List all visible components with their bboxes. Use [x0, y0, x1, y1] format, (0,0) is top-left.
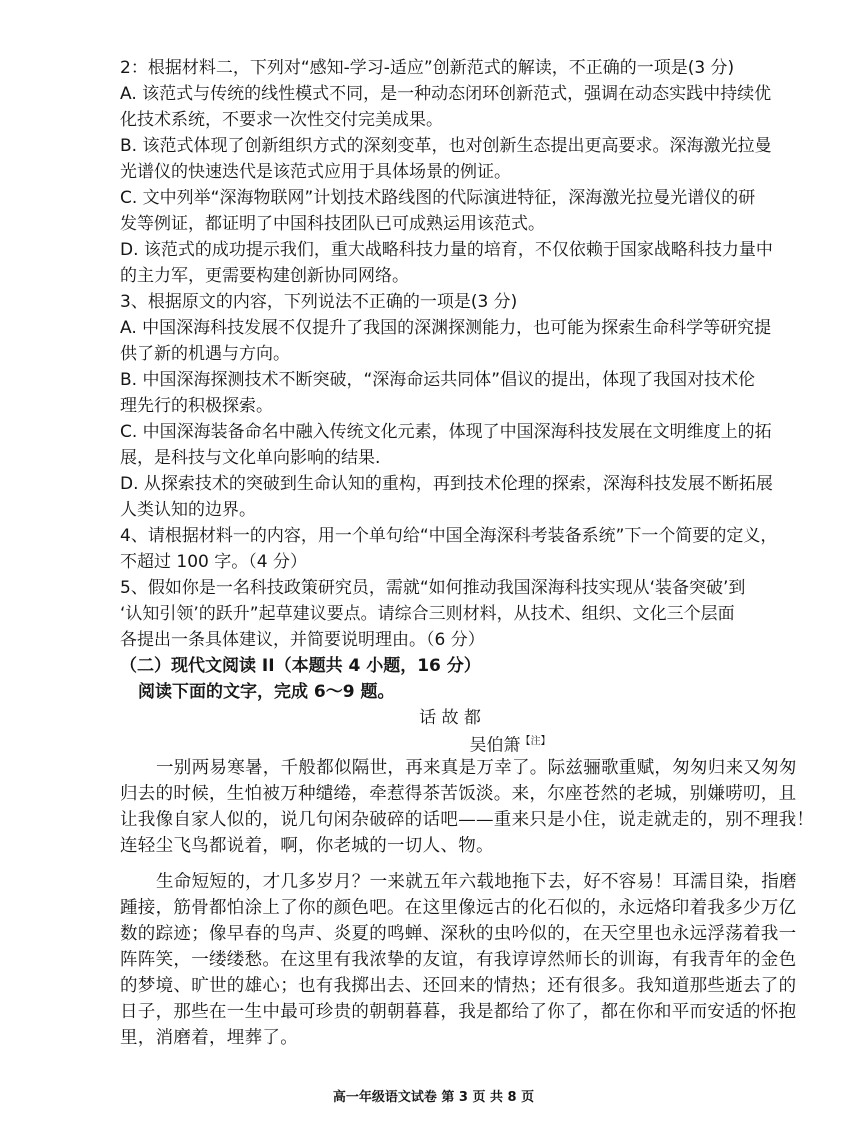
passage-para-2-line-5: 的梦境、旷世的雄心；也有我掷出去、还回来的情热；还有很多。我知道那些逝去了的: [120, 976, 797, 996]
q3-option-a: A. 中国深海科技发展不仅提升了我国的深渊探测能力，也可能为探索生命科学等研究提: [120, 318, 772, 338]
q4-stem: 4、请根据材料一的内容，用一个单句给“中国全海深科考装备系统”下一个简要的定义，: [120, 526, 778, 546]
passage-para-2-line-7: 里，消磨着，埋葬了。: [120, 1028, 298, 1048]
passage-para-1-line-2: 归去的时候，生怕被万种缱绻，牵惹得茶苦饭淡。来，尔座苍然的老城，别嫌唠叨，且: [120, 784, 797, 804]
passage-title: 话 故 都: [419, 708, 481, 728]
q5-stem-cont-1: ‘认知引领’的跃升”起草建议要点。请综合三则材料，从技术、组织、文化三个层面: [120, 604, 735, 624]
page-footer: 高一年级语文试卷 第 3 页 共 8 页: [332, 1090, 535, 1105]
q3-option-b: B. 中国深海探测技术不断突破，“深海命运共同体”倡议的提出，体现了我国对技术伦: [120, 370, 756, 390]
passage-para-2-line-3: 数的踪迹；像早春的鸟声、炎夏的鸣蝉、深秋的虫吟似的，在天空里也永远浮荡着我一: [120, 924, 797, 944]
passage-para-1-line-3: 让我像自家人似的，说几句闲杂破碎的话吧——重来只是小住，说走就走的，别不理我！: [120, 810, 815, 830]
passage-author: [180, 730, 840, 758]
q3-option-c-cont: 展，是科技与文化单向影响的结果.: [120, 448, 381, 468]
q2-option-d-cont: 的主力军，更需要构建创新协同网络。: [120, 266, 409, 286]
passage-para-2-line-6: 日子，那些在一生中最可珍贵的朝朝暮暮，我是都给了你了，都在你和平而安适的怀抱: [120, 1002, 797, 1022]
passage-author-name: 吴伯箫: [469, 735, 521, 756]
q2-option-c: C. 文中列举“深海物联网”计划技术路线图的代际演进特征，深海激光拉曼光谱仪的研: [120, 188, 756, 208]
q2-option-b: B. 该范式体现了创新组织方式的深刻变革，也对创新生态提出更高要求。深海激光拉曼: [120, 136, 772, 156]
q2-option-d: D. 该范式的成功提示我们，重大战略科技力量的培育，不仅依赖于国家战略科技力量中: [120, 240, 773, 260]
q4-stem-cont: 不超过 100 字。（4 分）: [120, 552, 307, 572]
passage-para-2-line-2: 踵接，筋骨都怕涂上了你的颜色吧。在这里像远古的化石似的，永远烙印着我多少万亿: [120, 898, 797, 918]
q5-stem-cont-2: 各提出一条具体建议，并简要说明理由。（6 分）: [120, 630, 485, 650]
passage-para-1-line-4: 连轻尘飞鸟都说着，啊，你老城的一切人、物。: [120, 836, 494, 856]
section-heading: （二）现代文阅读 II（本题共 4 小题，16 分）: [120, 656, 481, 676]
q3-stem: 3、根据原文的内容，下列说法不正确的一项是(3 分): [120, 292, 518, 312]
q3-option-b-cont: 理先行的积极探索。: [120, 396, 273, 416]
section-instruction: 阅读下面的文字，完成 6～9 题。: [138, 682, 395, 702]
q3-option-a-cont: 供了新的机遇与方向。: [120, 344, 290, 364]
q5-stem: 5、假如你是一名科技政策研究员，需就“如何推动我国深海科技实现从‘装备突破’到: [120, 578, 746, 598]
q2-option-a: A. 该范式与传统的线性模式不同，是一种动态闭环创新范式，强调在动态实践中持续优: [120, 84, 772, 104]
author-note-marker: 【注】: [520, 736, 551, 747]
passage-para-2-line-4: 阵阵笑，一缕缕愁。在这里有我浓挚的友谊，有我谆谆然师长的训诲，有我青年的金色: [120, 950, 797, 970]
q3-option-c: C. 中国深海装备命名中融入传统文化元素，体现了中国深海科技发展在文明维度上的拓: [120, 422, 772, 442]
passage-para-1-line-1: 一别两易寒暑，千般都似隔世，再来真是万幸了。际兹骊歌重赋，匆匆归来又匆匆: [156, 758, 797, 778]
q2-option-a-cont: 化技术系统，不要求一次性交付完美成果。: [120, 110, 443, 130]
q2-stem: 2：根据材料二，下列对“感知-学习-适应”创新范式的解读，不正确的一项是(3 分): [120, 58, 735, 78]
q3-option-d: D. 从探索技术的突破到生命认知的重构，再到技术伦理的探索，深海科技发展不断拓展: [120, 474, 773, 494]
q2-option-b-cont: 光谱仪的快速迭代是该范式应用于具体场景的例证。: [120, 162, 511, 182]
passage-para-2-line-1: 生命短短的，才几多岁月？一来就五年六载地拖下去，好不容易！耳濡目染，指磨: [156, 872, 797, 892]
q3-option-d-cont: 人类认知的边界。: [120, 500, 256, 520]
q2-option-c-cont: 发等例证，都证明了中国科技团队已可成熟运用该范式。: [120, 214, 545, 234]
